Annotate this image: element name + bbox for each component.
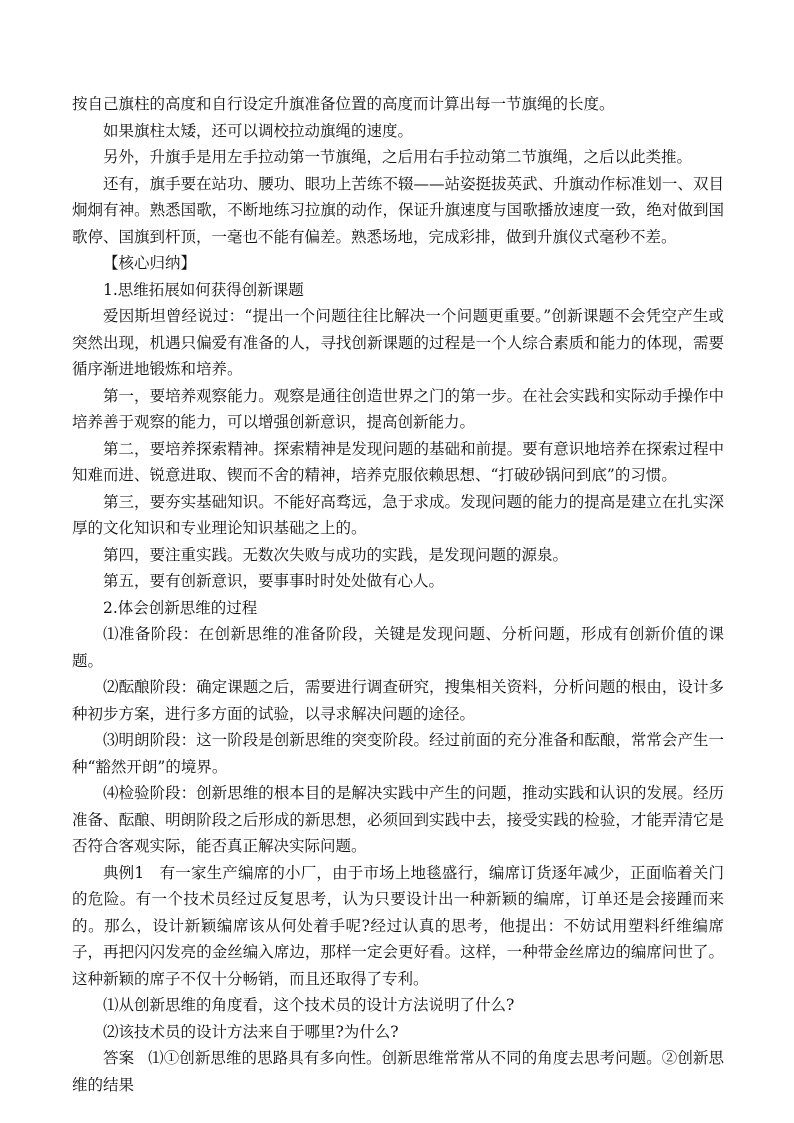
example-paragraph <box>72 860 724 993</box>
example-text: 有一家生产编席的小厂，由于市场上地毯盛行，编席订货逐年减少，正面临着关门的危险。有一个技术员经过反复思考，认为只要设计出一种新颖的编席，订单还是会接踵而来的。那么，设计新颖编席该从何处着手呢?经过认真的思考，他提出：不妨试用塑料纤维编席子，再把闪闪发亮的金丝编入席边，那样一定会更好看。这样，一种带金丝席边的编席问世了。这种新颖的席子不仅十分畅销，而且还取得了专利。 <box>72 863 724 988</box>
subsection-title: 2.体会创新思维的过程 <box>103 598 258 617</box>
paragraph: 第五，要有创新意识，要事事时时处处做有心人。 <box>103 572 445 590</box>
paragraph: 还有，旗手要在站功、腰功、眼功上苦练不辍——站姿挺拔英武、升旗动作标准划一、双目炯炯有神。熟悉国歌，不断地练习拉旗的动作，保证升旗速度与国歌播放速度一致，绝对做到国歌停、国旗到杆顶，一毫也不能有偏差。熟悉场地，完成彩排，做到升旗仪式毫秒不差。 <box>72 174 724 246</box>
paragraph: 如果旗柱太矮，还可以调校拉动旗绳的速度。 <box>103 121 414 140</box>
paragraph: ⑵酝酿阶段：确定课题之后，需要进行调查研究，搜集相关资料，分析问题的根由，设计多种初步方案，进行多方面的试验，以寻求解决问题的途径。 <box>72 678 724 723</box>
subsection-title: 1.思维拓展如何获得创新课题 <box>103 280 304 299</box>
paragraph: 第三，要夯实基础知识。不能好高骛远，急于求成。发现问题的能力的提高是建立在扎实深厚的文化知识和专业理论知识基础之上的。 <box>72 492 724 537</box>
document-body <box>72 91 724 1098</box>
paragraph: 另外，升旗手是用左手拉动第一节旗绳，之后用右手拉动第二节旗绳，之后以此类推。 <box>103 148 693 166</box>
section-heading: 【核心归纳】 <box>103 254 197 272</box>
example-label: 典例1 <box>103 863 145 882</box>
answer-paragraph <box>72 1045 724 1098</box>
answer-label: 答案 <box>103 1049 135 1067</box>
paragraph: 第四，要注重实践。无数次失败与成功的实践，是发现问题的源泉。 <box>103 545 569 564</box>
question: ⑴从创新思维的角度看，这个技术员的设计方法说明了什么? <box>103 996 515 1014</box>
paragraph: 按自己旗柱的高度和自行设定升旗准备位置的高度而计算出每一节旗绳的长度。 <box>72 95 615 113</box>
answer-text: ⑴①创新思维的思路具有多向性。创新思维常常从不同的角度去思考问题。②创新思维的结果 <box>72 1049 724 1094</box>
paragraph: ⑷检验阶段：创新思维的根本目的是解决实践中产生的问题，推动实践和认识的发展。经历准备、酝酿、明朗阶段之后形成的新思想，必须回到实践中去，接受实践的检验，才能弄清它是否符合客观实际，能否真正解决实际问题。 <box>72 784 724 855</box>
question: ⑵该技术员的设计方法来自于哪里?为什么? <box>103 1022 399 1041</box>
paragraph: 第一，要培养观察能力。观察是通往创造世界之门的第一步。在社会实践和实际动手操作中培养善于观察的能力，可以增强创新意识，提高创新能力。 <box>72 386 724 431</box>
paragraph: ⑴准备阶段：在创新思维的准备阶段，关键是发现问题、分析问题，形成有创新价值的课题。 <box>72 625 724 670</box>
paragraph: 第二，要培养探索精神。探索精神是发现问题的基础和前提。要有意识地培养在探索过程中知难而进、锐意进取、锲而不舍的精神，培养克服依赖思想、“打破砂锅问到底”的习惯。 <box>72 439 724 484</box>
paragraph: 爱因斯坦曾经说过：“提出一个问题往往比解决一个问题更重要。”创新课题不会凭空产生或突然出现，机遇只偏爱有准备的人，寻找创新课题的过程是一个人综合素质和能力的体现，需要循序渐进地锻炼和培养。 <box>72 307 724 378</box>
paragraph: ⑶明朗阶段：这一阶段是创新思维的突变阶段。经过前面的充分准备和酝酿，常常会产生一种“豁然开朗”的境界。 <box>72 731 724 776</box>
